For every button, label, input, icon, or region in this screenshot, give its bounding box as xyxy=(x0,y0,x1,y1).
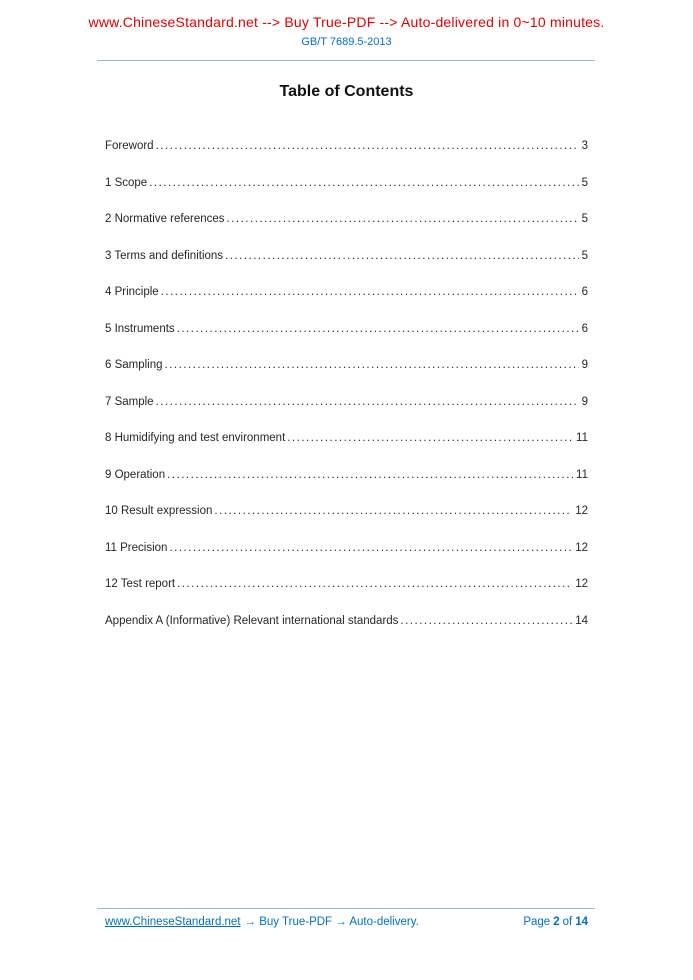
toc-entry-label: Appendix A (Informative) Relevant international standards xyxy=(105,614,399,627)
footer-divider xyxy=(97,908,595,909)
toc-entry xyxy=(105,541,588,556)
toc-entry xyxy=(105,249,588,264)
toc-entry xyxy=(105,468,588,483)
footer-promo xyxy=(105,916,419,928)
toc-entry-label: 6 Sampling xyxy=(105,359,163,371)
standard-code: GB/T 7689.5-2013 xyxy=(301,36,392,48)
toc-entry xyxy=(105,358,588,373)
toc-entry xyxy=(105,139,588,154)
toc-entry-label: 5 Instruments xyxy=(105,322,175,335)
toc-entry-page: 5 xyxy=(581,249,588,262)
toc-entry-label: 7 Sample xyxy=(105,395,154,408)
toc-entry xyxy=(105,614,588,629)
toc-leader-dots xyxy=(169,541,572,556)
toc-entry-label: Foreword xyxy=(105,140,154,152)
page-footer xyxy=(105,916,588,928)
toc-entry-page: 12 xyxy=(575,578,588,590)
toc-entry-label: 3 Terms and definitions xyxy=(105,249,224,262)
toc-entry xyxy=(105,431,588,446)
toc-entry-page: 11 xyxy=(576,432,588,444)
page-indicator-label: Page xyxy=(523,916,551,928)
toc-entry-label: 11 Precision xyxy=(105,541,168,554)
promo-banner: www.ChineseStandard.net --> Buy True-PDF --> Auto-delivered in 0~10 minutes. xyxy=(88,14,605,30)
toc-leader-dots xyxy=(156,139,579,154)
footer-promo-tail: → Buy True-PDF → Auto-delivery. xyxy=(244,916,419,928)
toc-leader-dots xyxy=(214,504,572,519)
toc-entry-label: 12 Test report xyxy=(105,578,176,590)
header-divider xyxy=(97,60,595,61)
toc-entry-page: 6 xyxy=(581,286,588,298)
toc-entry xyxy=(105,504,588,519)
toc-entry-label: 2 Normative references xyxy=(105,213,225,225)
toc-entry-page: 14 xyxy=(575,614,588,627)
toc-leader-dots xyxy=(156,395,579,410)
toc-leader-dots xyxy=(287,431,573,446)
toc-entry-page: 12 xyxy=(575,505,588,517)
toc-entry xyxy=(105,212,588,227)
toc-leader-dots xyxy=(165,358,579,373)
toc-leader-dots xyxy=(177,577,572,592)
toc-leader-dots xyxy=(161,285,579,300)
toc-leader-dots xyxy=(400,614,572,629)
toc-entry-page: 5 xyxy=(581,213,588,225)
toc-entry-label: 9 Operation xyxy=(105,468,166,481)
page-indicator-of: of xyxy=(562,916,573,928)
footer-website-link[interactable]: www.ChineseStandard.net xyxy=(105,916,241,928)
toc-entry-page: 9 xyxy=(581,395,588,408)
toc-entry-page: 5 xyxy=(581,176,588,189)
toc-entry xyxy=(105,322,588,337)
toc-entry xyxy=(105,176,588,191)
toc-entry-page: 12 xyxy=(575,541,588,554)
page-title: Table of Contents xyxy=(279,83,414,100)
toc-leader-dots xyxy=(149,176,578,191)
toc-entry-page: 9 xyxy=(581,359,588,371)
toc-entry-label: 8 Humidifying and test environment xyxy=(105,432,286,444)
toc-entry-label: 10 Result expression xyxy=(105,505,213,517)
toc-entry-page: 3 xyxy=(581,140,588,152)
total-page-number: 14 xyxy=(575,916,588,928)
toc-entry xyxy=(105,577,588,592)
toc-entry-label: 4 Principle xyxy=(105,286,159,298)
toc-entry xyxy=(105,395,588,410)
toc-entry-label: 1 Scope xyxy=(105,176,148,189)
toc-leader-dots xyxy=(177,322,579,337)
toc-entry xyxy=(105,285,588,300)
toc-entry-page: 6 xyxy=(581,322,588,335)
toc-leader-dots xyxy=(227,212,579,227)
page-indicator xyxy=(523,916,588,928)
current-page-number: 2 xyxy=(553,916,560,928)
toc-entry-page: 11 xyxy=(576,468,588,481)
toc-leader-dots xyxy=(225,249,579,264)
table-of-contents xyxy=(105,139,588,650)
toc-leader-dots xyxy=(167,468,573,483)
